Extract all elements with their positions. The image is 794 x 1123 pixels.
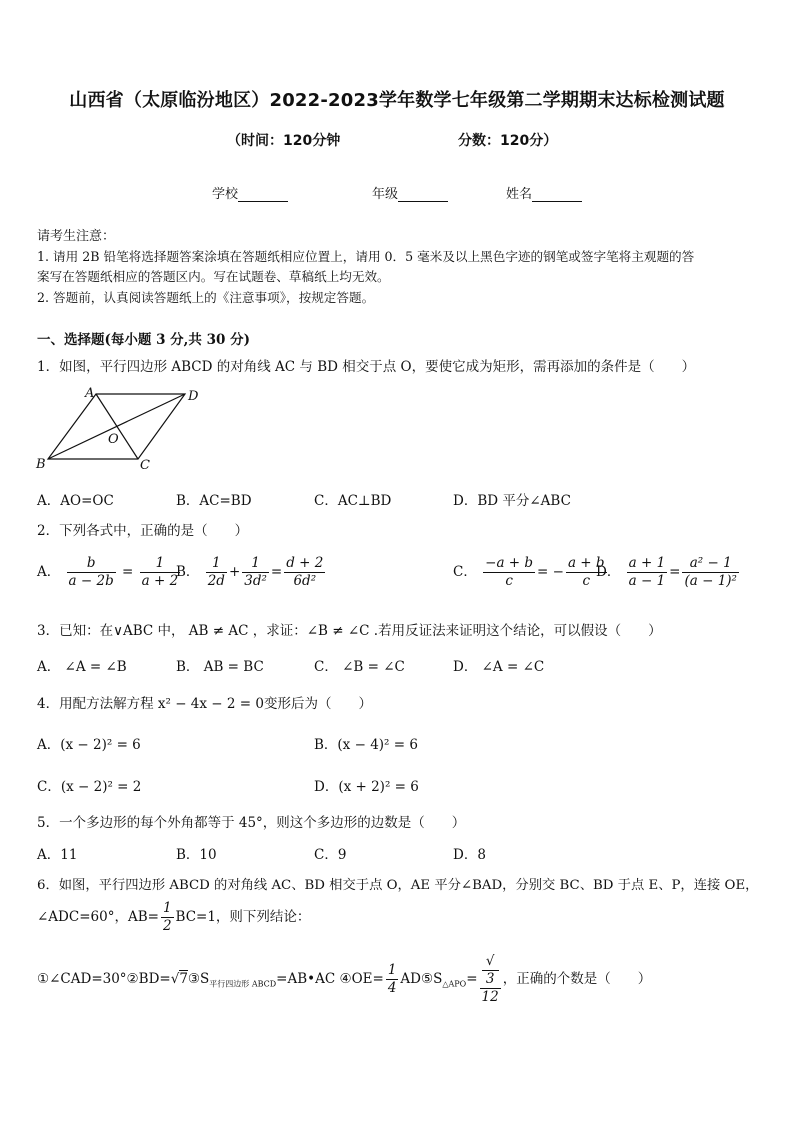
sqrt-radicand: 7: [179, 971, 188, 987]
q2-option-b-label: B．: [176, 564, 200, 580]
q6-stmt-3-4: =AB•AC ④OE=: [276, 971, 384, 987]
q2-option-a-label: A．: [37, 564, 61, 580]
fraction: [206, 555, 227, 590]
denominator: 2d: [207, 573, 225, 589]
q4-option-a: A．(x − 2)² = 6: [37, 737, 141, 753]
denominator: 2: [162, 918, 172, 934]
label-d: D: [188, 389, 199, 404]
q3-option-d: D． ∠A = ∠C: [453, 659, 545, 675]
q3-stem: 3．已知：在∨ABC 中， AB ≠ AC ，求证：∠B ≠ ∠C .若用反证法来证明这个结论，可以假设（ ）: [37, 623, 662, 639]
q6-line-2: [37, 900, 310, 935]
q6-stmt-3: ③S: [187, 971, 210, 987]
grade-label: 年级: [372, 187, 399, 202]
q5-stem: 5．一个多边形的每个外角都等于 45°，则这个多边形的边数是（ ）: [37, 815, 466, 831]
denominator: a − 2b: [68, 573, 114, 589]
fraction-half: [161, 900, 174, 935]
denominator: 3d²: [244, 573, 267, 589]
denominator: 6d²: [293, 573, 317, 589]
numerator: a + b: [567, 555, 605, 571]
q3-option-c: C． ∠B = ∠C: [314, 659, 405, 675]
notice-line-1b: 案写在答题纸相应的答题区内。写在试题卷、草稿纸上均无效。: [37, 269, 390, 284]
fraction: [242, 555, 269, 590]
q1-option-c: C．AC⊥BD: [314, 493, 392, 509]
q4-option-c: C．(x − 2)² = 2: [37, 779, 142, 795]
q5-option-d: D．8: [453, 847, 486, 863]
notice-line-1a: 1. 请用 2B 铅笔将选择题答案涂填在答题纸相应位置上，请用 0．5 毫米及以上黑色字迹的钢笔或签字笔将主观题的答: [37, 249, 695, 264]
exam-time: （时间：120分钟: [227, 133, 341, 149]
denominator: 12: [481, 989, 499, 1005]
q6-line-2-start: ∠ADC=60°，AB=: [37, 909, 159, 925]
sqrt-radicand: 3: [482, 970, 499, 988]
q1-option-a: A．AO=OC: [37, 493, 114, 509]
diagonal-bd: [48, 394, 185, 459]
q6-equals: =: [466, 971, 478, 987]
q4-option-d: D．(x + 2)² = 6: [314, 779, 419, 795]
denominator: c: [505, 573, 513, 589]
q6-line-3-end: ，正确的个数是（ ）: [502, 971, 652, 987]
q6-stmt-4-5: AD⑤S: [400, 971, 443, 987]
fraction: [483, 555, 535, 590]
name-blank: [532, 189, 582, 202]
school-field: [212, 183, 288, 202]
fraction-quarter: [386, 962, 399, 997]
q6-line-3: [37, 953, 651, 1006]
numerator: 1: [140, 555, 181, 573]
numerator: a² − 1: [682, 555, 738, 573]
numerator: −a + b: [485, 555, 534, 571]
sqrt-symbol: √: [170, 971, 180, 987]
fraction: [682, 555, 738, 590]
notice-heading: 请考生注意：: [37, 229, 116, 244]
q2-option-d: D． $\frac{a + 1}{a - 1}$ = $\frac{\text{a² − 1}}{\text{(a − 1)²}}$: [596, 555, 737, 589]
q3-option-b: B． AB = BC: [176, 659, 264, 675]
numerator: 1: [387, 962, 397, 978]
label-c: C: [140, 458, 150, 473]
q1-stem: 1．如图，平行四边形 ABCD 的对角线 AC 与 BD 相交于点 O，要使它成为矩形，需再添加的条件是（ ）: [37, 359, 696, 375]
numerator: d + 2: [286, 555, 324, 571]
numerator: 1: [162, 900, 172, 916]
numerator: √ 3: [480, 953, 501, 989]
school-blank: [238, 189, 288, 202]
q6-line-1: 6．如图，平行四边形 ABCD 的对角线 AC、BD 相交于点 O，AE 平分∠BAD，分别交 BC、BD 于点 E、P，连接 OE，: [37, 878, 759, 893]
q4-option-b: B．(x − 4)² = 6: [314, 737, 418, 753]
fraction: [627, 555, 668, 590]
q4-stem: 4．用配方法解方程 x² − 4x − 2 = 0变形后为（ ）: [37, 696, 372, 712]
denominator: c: [582, 573, 591, 589]
numerator: 1: [206, 555, 227, 573]
fraction: [140, 555, 181, 590]
name-label: 姓名: [506, 187, 533, 202]
q2-option-a: A． $\frac{b}{a - 2b}$ = $\frac{1}{a + 2}$: [37, 555, 179, 589]
q5-option-a: A．11: [37, 847, 78, 863]
denominator: 4: [387, 980, 397, 996]
q1-option-b: B．AC=BD: [176, 493, 252, 509]
name-field: [506, 183, 582, 202]
q2-option-c: C． $\frac{-a + b}{c}$ = − $\frac{a + b}{c}$: [453, 555, 605, 589]
q2-option-b: B． $\frac{1}{2d}$ + $\frac{1}{\text{3d²}}$ = $\frac{d + 2}{\text{6d²}}$: [176, 555, 324, 589]
q2-option-c-label: C．: [453, 564, 477, 580]
numerator: a + 1: [628, 555, 666, 571]
denominator: (a − 1)²: [684, 573, 737, 589]
label-a: A: [85, 386, 95, 401]
grade-field: [372, 183, 448, 202]
parallelogram-figure: [34, 383, 214, 475]
q6-line-2-end: BC=1，则下列结论：: [175, 909, 311, 925]
q2-option-d-label: D．: [596, 564, 621, 580]
exam-score: 分数：120分）: [458, 133, 558, 149]
fraction: [67, 555, 116, 590]
label-b: B: [36, 457, 46, 472]
fraction-sqrt3-over-12: [480, 953, 501, 1006]
q6-subscript-triangle: △APO: [442, 979, 467, 989]
label-o: O: [108, 432, 119, 447]
school-label: 学校: [212, 187, 239, 202]
denominator: a − 1: [628, 573, 666, 589]
section-heading: 一、选择题(每小题 3 分,共 30 分): [37, 332, 250, 348]
denominator: a + 2: [141, 573, 179, 589]
numerator: b: [67, 555, 116, 573]
q5-option-c: C．9: [314, 847, 347, 863]
q1-option-d: D．BD 平分∠ABC: [453, 493, 571, 509]
numerator: 1: [242, 555, 269, 573]
notice-line-2: 2. 答题前，认真阅读答题纸上的《注意事项》，按规定答题。: [37, 290, 375, 305]
page-title: 山西省（太原临汾地区）2022-2023学年数学七年级第二学期期末达标检测试题: [69, 90, 725, 111]
q6-subscript-parallelogram: 平行四边形 ABCD: [209, 979, 277, 989]
q6-stmt-1-2: ①∠CAD=30°②BD=: [37, 971, 171, 987]
q5-option-b: B．10: [176, 847, 217, 863]
fraction: [284, 555, 325, 590]
q3-option-a: A． ∠A = ∠B: [37, 659, 127, 675]
q2-stem: 2．下列各式中，正确的是（ ）: [37, 523, 249, 539]
grade-blank: [398, 189, 448, 202]
